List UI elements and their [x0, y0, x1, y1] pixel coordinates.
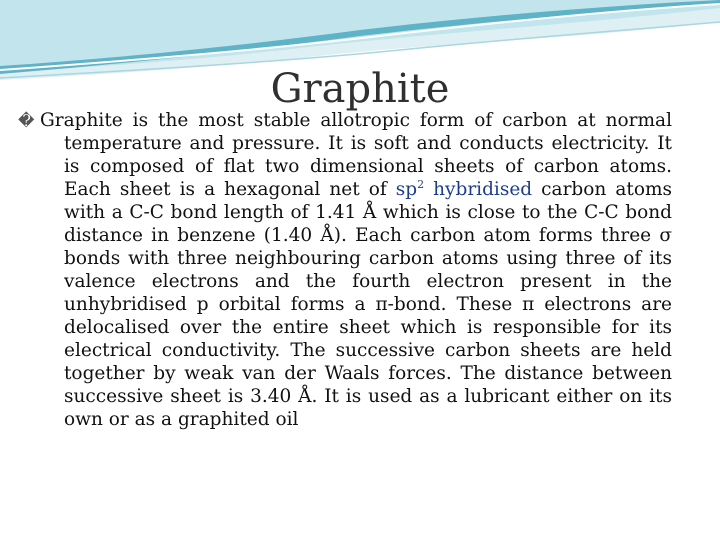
graphite-paragraph: [18, 109, 672, 431]
paragraph-part2: carbon atoms with a C-C bond length of 1.41 Å which is close to the C-C bond distance in benzene (1.40 Å). Each carbon atom forms three σ bonds with three neighbouring carbon atoms using three of its valence electrons and the fourth electron present in the unhybridised p orbital forms a π-bond. These π electrons are delocalised over the entire sheet which is responsible for its electrical conductivity. The successive carbon sheets are held together by weak van der Waals forces. The distance between successive sheet is 3.40 Å. It is used as a lubricant either on its own or as a graphited oil: [64, 179, 672, 430]
slide-title: Graphite: [270, 66, 450, 112]
sp-term: sp: [395, 179, 418, 200]
bullet-icon: �: [18, 111, 35, 130]
slide-body: [18, 109, 672, 431]
sp-superscript: 2: [417, 177, 425, 191]
hybridised-term: hybridised: [433, 179, 533, 200]
paragraph-part1: Graphite is the most stable allotropic form of carbon at normal temperature and pressure. It is soft and conducts electricity. It is composed of flat two dimensional sheets of carbon atoms. Each sheet is a hexagonal net of: [40, 110, 672, 200]
